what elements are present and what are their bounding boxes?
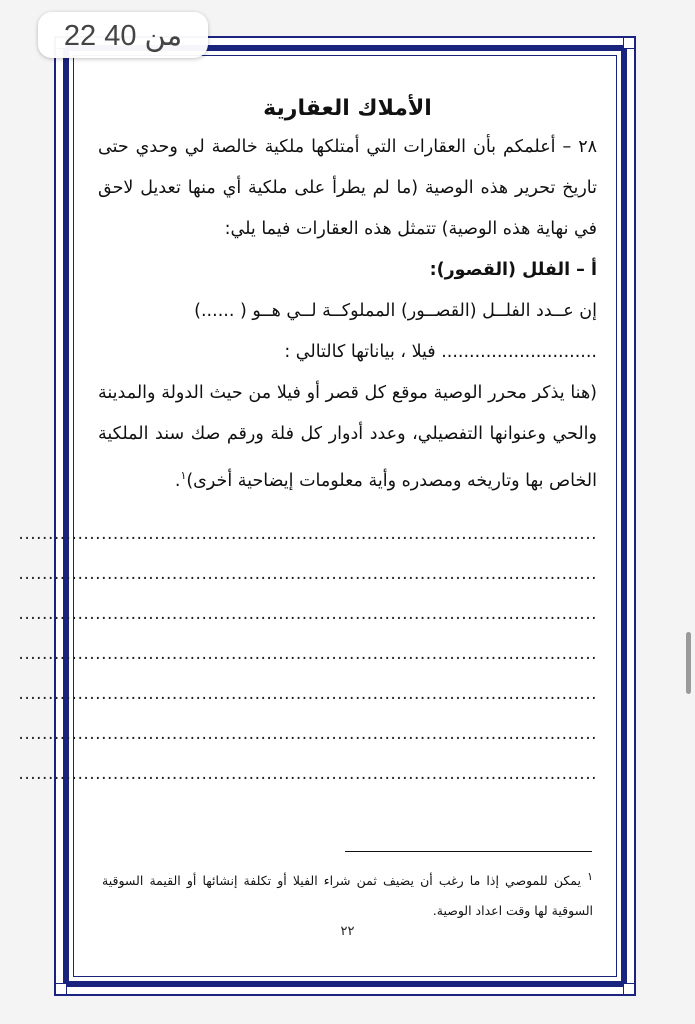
dotted-fill-line: .................................................................................................. [18, 523, 597, 544]
dotted-fill-area [18, 504, 597, 784]
villas-details-line: ............................ فيلا ، بياناتها كالتالي : [284, 342, 597, 362]
page-number: ٢٢ [340, 924, 355, 939]
corner-ornament [623, 983, 635, 995]
footnote-marker: ١ [587, 870, 593, 883]
page-counter-badge [38, 12, 208, 58]
document-body [18, 96, 597, 784]
page-counter-text: 22 من 40 [63, 19, 183, 52]
footnote-reference: ١ [180, 469, 187, 482]
instruction-end: . [174, 470, 181, 491]
corner-ornament [55, 983, 67, 995]
footnote-text: يمكن للموصي إذا ما رغب أن يضيف ثمن شراء الفيلا أو تكلفة إنشائها أو القيمة السوقية السوقية لها وقت اعداد الوصية. [102, 873, 593, 919]
dotted-fill-line: .................................................................................................. [18, 683, 597, 704]
dotted-fill-line: .................................................................................................. [18, 723, 597, 744]
dotted-fill-line: .................................................................................................. [18, 643, 597, 664]
instruction-text: (هنا يذكر محرر الوصية موقع كل قصر أو فيلا من حيث الدولة والمدينة والحي وعنوانها التفصيلي، وعدد أدوار كل فلة ورقم صك سند الملكية الخاص بها وتاريخه ومصدره وأية معلومات إيضاحية أخرى) [98, 383, 597, 491]
dotted-fill-line: .................................................................................................. [18, 563, 597, 584]
dotted-fill-line: .................................................................................................. [18, 603, 597, 624]
section-heading-villas: أ – الفلل (القصور): [429, 260, 597, 280]
corner-ornament [623, 37, 635, 49]
instruction-paragraph [98, 373, 597, 502]
page-title: الأملاك العقارية [263, 96, 432, 121]
footnote [102, 862, 593, 926]
dotted-fill-line: .................................................................................................. [18, 763, 597, 784]
villas-count-line: إن عــدد الفلــل (القصــور) المملوكــة لــي هــو ( ......) [194, 301, 597, 321]
paragraph-28: ٢٨ – أعلمكم بأن العقارات التي أمتلكها ملكية خالصة لي وحدي حتى تاريخ تحرير هذه الوصية (ما لم يطرأ على ملكية أي منها تعديل لاحق في نهاية هذه الوصية) تتمثل هذه العقارات فيما يلي: [98, 137, 597, 239]
footnote-separator [345, 851, 592, 852]
scrollbar-thumb[interactable] [686, 632, 691, 694]
